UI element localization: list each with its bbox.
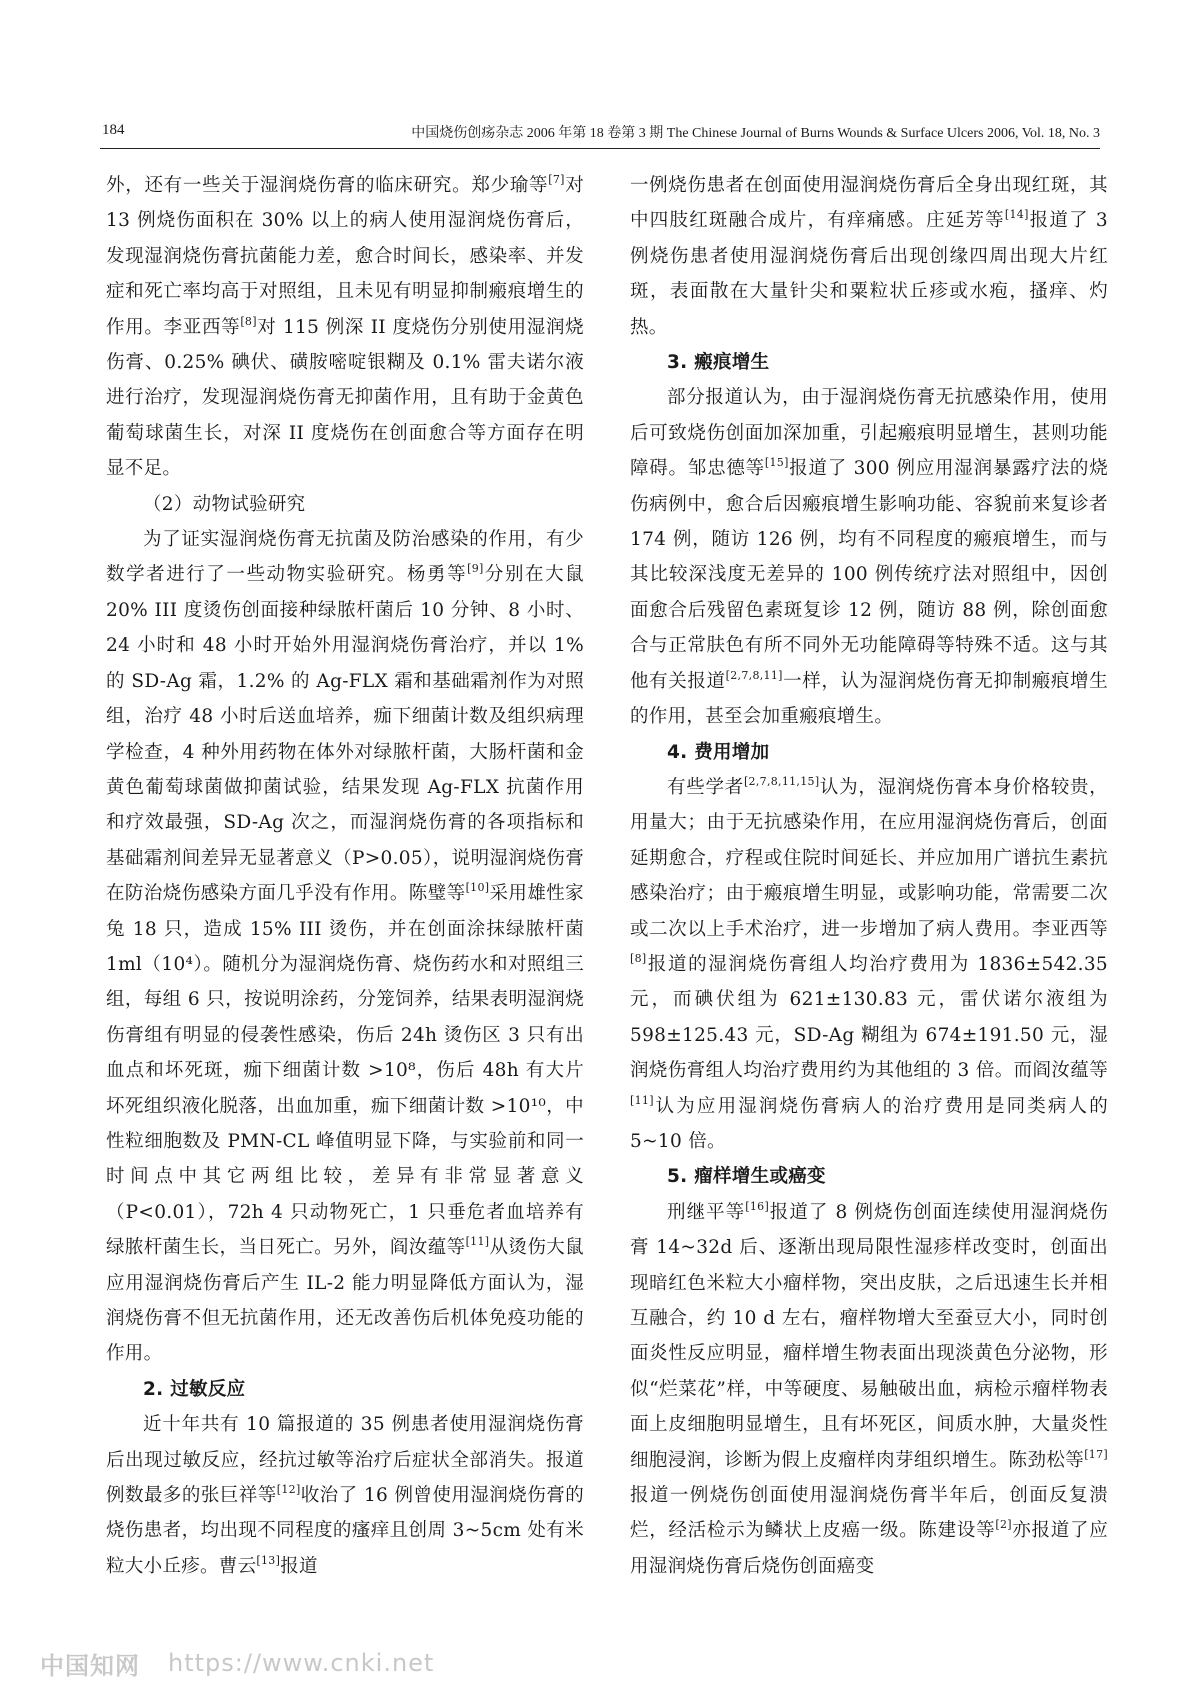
section-heading: 2. 过敏反应 (143, 1378, 246, 1400)
page-header (100, 118, 1100, 149)
paragraph: 外，还有一些关于湿润烧伤膏的临床研究。郑少瑜等[7]对 13 例烧伤面积在 30% 以上的病人使用湿润烧伤膏后，发现湿润烧伤膏抗菌能力差，愈合时间长，感染率、并发症和死亡率均高于对照组，且未见有明显抑制瘢痕增生的作用。李亚西等[8]对 115 例深 II 度烧伤分别使用湿润烧伤膏、0.25% 碘伏、磺胺嘧啶银糊及 0.1% 雷夫诺尔液进行治疗，发现湿润烧伤膏无抑菌作用，且有助于金黄色葡萄球菌生长，对深 II 度烧伤在创面愈合等方面存在明显不足。 (106, 173, 584, 480)
paragraph: 一例烧伤患者在创面使用湿润烧伤膏后全身出现红斑，其中四肢红斑融合成片，有痒痛感。庄延芳等[14]报道了 3 例烧伤患者使用湿润烧伤膏后出现创缘四周出现大片红斑，表面散在大量针尖和粟粒状丘疹或水疱，搔痒、灼热。 (630, 175, 1108, 338)
right-column (630, 168, 1108, 1584)
paragraph: 部分报道认为，由于湿润烧伤膏无抗感染作用，使用后可致烧伤创面加深加重，引起瘢痕明显增生，甚则功能障碍。邹忠德等[15]报道了 300 例应用湿润暴露疗法的烧伤病例中，愈合后因瘢痕增生影响功能、容貌前来复诊者 174 例，随访 126 例，均有不同程度的瘢痕增生，而与其比较深浅度无差异的 100 例传统疗法对照组中，因创面愈合后残留色素斑复诊 12 例，随访 88 例，除创面愈合与正常肤色有所不同外无功能障碍等特殊不适。这与其他有关报道[2,7,8,11]一样，认为湿润烧伤膏无抑制瘢痕增生的作用，甚至会加重瘢痕增生。 (630, 387, 1108, 728)
section-heading: 5. 瘤样增生或癌变 (667, 1166, 826, 1188)
page-number: 184 (102, 122, 125, 138)
left-column (106, 168, 584, 1584)
section-heading: 4. 费用增加 (667, 741, 770, 763)
subsection-heading: （2）动物试验研究 (143, 493, 306, 515)
paragraph: 有些学者[2,7,8,11,15]认为，湿润烧伤膏本身价格较贵，用量大；由于无抗感染作用，在应用湿润烧伤膏后，创面延期愈合，疗程或住院时间延长、并应加用广谱抗生素抗感染治疗；由于瘢痕增生明显，或影响功能，常需要二次或二次以上手术治疗，进一步增加了病人费用。李亚西等[8]报道的湿润烧伤膏组人均治疗费用为 1836±542.35 元，而碘伏组为 621±130.83 元，雷伏诺尔液组为 598±125.43 元，SD-Ag 糊组为 674±191.50 元，湿润烧伤膏组人均治疗费用约为其他组的 3 倍。而阎汝蕴等[11]认为应用湿润烧伤膏病人的治疗费用是同类病人的 5~10 倍。 (630, 774, 1108, 1152)
running-head: 中国烧伤创疡杂志 2006 年第 18 卷第 3 期 The Chinese Journal of Burns Wounds & Surface Ulcers 2006, Vol. 18, No. 3 (411, 126, 1100, 141)
footer-watermark (40, 1646, 434, 1680)
paragraph: 为了证实湿润烧伤膏无抗菌及防治感染的作用，有少数学者进行了一些动物实验研究。杨勇等[9]分别在大鼠 20% III 度烫伤创面接种绿脓杆菌后 10 分钟、8 小时、24 小时和 48 小时开始外用湿润烧伤膏治疗，并以 1% 的 SD-Ag 霜，1.2% 的 Ag-FLX 霜和基础霜剂作为对照组，治疗 48 小时后送血培养，痂下细菌计数及组织病理学检查，4 种外用药物在体外对绿脓杆菌，大肠杆菌和金黄色葡萄球菌做抑菌试验，结果发现 Ag-FLX 抗菌作用和疗效最强，SD-Ag 次之，而湿润烧伤膏的各项指标和基础霜剂间差异无显著意义（P>0.05），说明湿润烧伤膏在防治烧伤感染方面几乎没有作用。陈璧等[10]采用雄性家兔 18 只，造成 15% III 烫伤，并在创面涂抹绿脓杆菌 1ml（10⁴）。随机分为湿润烧伤膏、烧伤药水和对照组三组，每组 6 只，按说明涂药，分笼饲养，结果表明湿润烧伤膏组有明显的侵袭性感染，伤后 24h 烫伤区 3 只有出血点和坏死斑，痂下细菌计数 >10⁸，伤后 48h 有大片坏死组织液化脱落，出血加重，痂下细菌计数 >10¹⁰，中性粒细胞数及 PMN-CL 峰值明显下降，与实验前和同一时间点中其它两组比较，差异有非常显著意义（P<0.01），72h 4 只动物死亡，1 只垂危者血培养有绿脓杆菌生长，当日死亡。另外，阎汝蕴等[11]从烫伤大鼠应用湿润烧伤膏后产生 IL-2 能力明显降低方面认为，湿润烧伤膏不但无抗菌作用，还无改善伤后机体免疫功能的作用。 (106, 529, 584, 1365)
paragraph: 刑继平等[16]报道了 8 例烧伤创面连续使用湿润烧伤膏 14~32d 后、逐渐出现局限性湿疹样改变时，创面出现暗红色米粒大小瘤样物，突出皮肤，之后迅速生长并相互融合，约 10 d 左右，瘤样物增大至蚕豆大小，同时创面炎性反应明显，瘤样增生物表面出现淡黄色分泌物，形似“烂菜花”样，中等硬度、易触破出血，病检示瘤样物表面上皮细胞明显增生，且有坏死区，间质水肿，大量炎性细胞浸润，诊断为假上皮瘤样肉芽组织增生。陈劲松等[17]报道一例烧伤创面使用湿润烧伤膏半年后，创面反复溃烂，经活检示为鳞状上皮癌一级。陈建设等[2]亦报道了应用湿润烧伤膏后烧伤创面癌变 (630, 1199, 1109, 1577)
paragraph: 近十年共有 10 篇报道的 35 例患者使用湿润烧伤膏后出现过敏反应，经抗过敏等治疗后症状全部消失。报道例数最多的张巨祥等[12]收治了 16 例曾使用湿润烧伤膏的烧伤患者，均出现不同程度的瘙痒且创周 3~5cm 处有米粒大小丘疹。曹云[13]报道 (106, 1414, 585, 1577)
section-heading: 3. 瘢痕增生 (667, 352, 770, 374)
cnki-url[interactable]: https://www.cnki.net (168, 1649, 435, 1677)
cnki-logo: 中国知网 (40, 1651, 140, 1680)
